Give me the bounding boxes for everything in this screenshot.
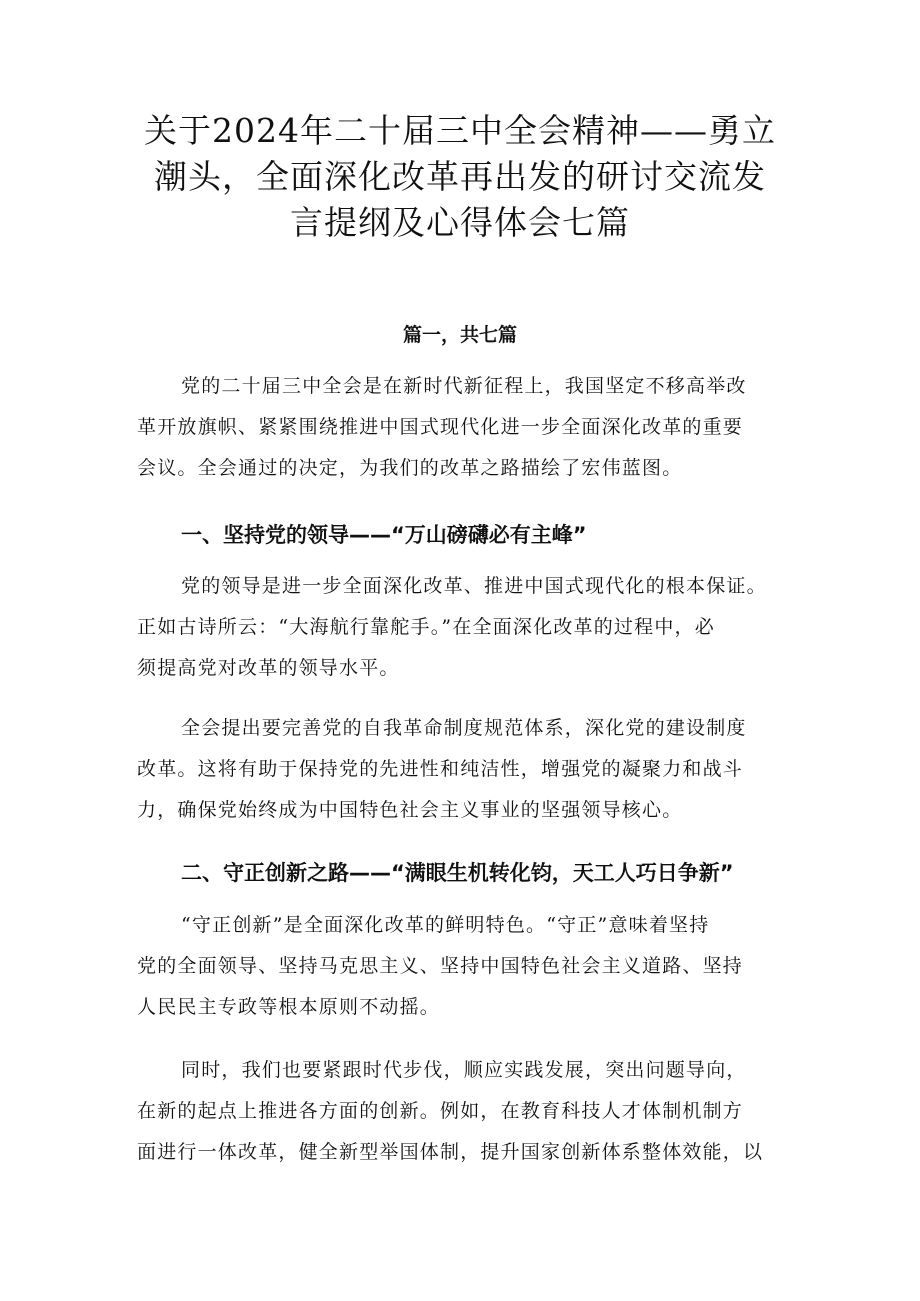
heading-innovation: 二、守正创新之路——“满眼生机转化钧，天工人巧日争新” [181,861,734,885]
paragraph-line: 面进行一体改革，健全新型举国体制，提升国家创新体系整体效能，以 [137,1141,764,1163]
paragraph-line: 改革。这将有助于保持党的先进性和纯洁性，增强党的凝聚力和战斗 [137,758,744,780]
paragraph-line: 全会提出要完善党的自我革命制度规范体系，深化党的建设制度 [181,717,747,739]
paragraph-innovation [137,905,787,1028]
paragraph-line: 在新的起点上推进各方面的创新。例如，在教育科技人才体制机制方 [137,1100,744,1122]
title-line: 关于2024年二十届三中全会精神——勇立 [144,111,776,150]
paragraph-line: 须提高党对改革的领导水平。 [137,657,400,679]
paragraph-line: 正如古诗所云：“大海航行靠舵手。”在全面深化改革的过程中，必 [137,616,715,638]
paragraph-line: “守正创新”是全面深化改革的鲜明特色。“守正”意味着坚持 [181,914,710,936]
paragraph-line: 党的全面领导、坚持马克思主义、坚持中国特色社会主义道路、坚持 [137,955,744,977]
paragraph-line: 同时，我们也要紧跟时代步伐，顺应实践发展，突出问题导向， [181,1059,747,1081]
paragraph-reform-progress [137,1050,787,1173]
title-line: 潮头，全面深化改革再出发的研讨交流发 [154,157,766,196]
paragraph-line: 党的领导是进一步全面深化改革、推进中国式现代化的根本保证。 [181,575,767,597]
paragraph-line: 力，确保党始终成为中国特色社会主义事业的坚强领导核心。 [137,799,683,821]
heading-party-leadership: 一、坚持党的领导——“万山磅礴必有主峰” [181,523,587,547]
paragraph-line: 革开放旗帜、紧紧围绕推进中国式现代化进一步全面深化改革的重要 [137,416,744,438]
section-label: 篇一，共七篇 [402,324,517,346]
paragraph-self-revolution [137,708,787,831]
paragraph-line: 人民民主专政等根本原则不动摇。 [137,996,441,1018]
paragraph-line: 党的二十届三中全会是在新时代新征程上，我国坚定不移高举改 [181,375,747,397]
paragraph-party-leadership [137,566,787,689]
paragraph-line: 会议。全会通过的决定，为我们的改革之路描绘了宏伟蓝图。 [137,457,683,479]
paragraph-intro [137,366,787,489]
document-title [120,108,800,246]
title-line: 言提纲及心得体会七篇 [290,203,630,242]
